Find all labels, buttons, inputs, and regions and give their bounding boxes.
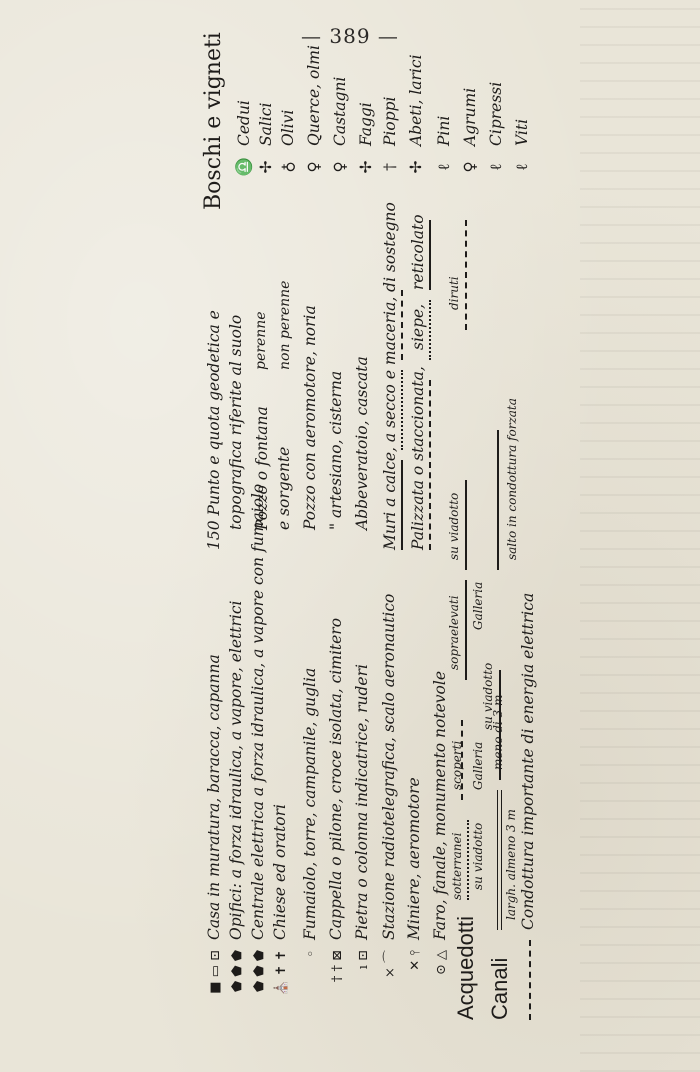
siepe-line: [429, 300, 431, 360]
legend-symbol: ⬟ ⬟ ⬟: [230, 950, 245, 993]
palizzata-line: [429, 380, 431, 550]
legend-symbol: ✕ ⫯: [408, 950, 423, 971]
legend-row: ♎Cedui: [235, 100, 253, 177]
legend-symbol: ı ⊡: [356, 950, 371, 970]
legend-label: Casa in muratura, baracca, capanna: [205, 654, 223, 940]
legend-symbol: ⨯ ⌒: [383, 950, 398, 979]
legend-row: [301, 668, 319, 1010]
legend-symbol: ⛪ ✝ ✝: [274, 950, 289, 997]
legend-row: [227, 600, 245, 1010]
acquedotti-galleria2-label: Galleria: [471, 581, 485, 630]
acquedotti-viadotto-line: [465, 480, 467, 570]
diruti-line: [465, 220, 467, 330]
legend-label: Opifici: a forza idraulica, a vapore, elettrici: [227, 600, 245, 940]
legend-label: Fumaiolo, torre, campanile, guglia: [301, 667, 319, 940]
legend-row: " artesiano, cisterna: [327, 370, 345, 530]
legend-symbol: ⬟ ⬟ ⬟: [252, 950, 267, 993]
legend-label: Cappella o pilone, croce isolata, cimitero: [327, 617, 345, 940]
acquedotti-viadotto-sub: su viadotto: [471, 822, 485, 890]
legend-row: ℓPini: [435, 115, 453, 171]
muri-label: Muri a calce, a secco e maceria, di sostegno: [381, 202, 399, 550]
legend-symbol: ⊙ △: [434, 950, 449, 976]
legend-symbol: ■ ▭ ⊡: [208, 950, 223, 994]
boschi-heading: Boschi e vigneti: [201, 32, 226, 210]
legend-row: Abbeveratoio, cascata: [353, 356, 371, 530]
canali-meno-label: meno di 3 m: [491, 694, 505, 770]
legend-row: 150 Punto e quota geodetica e: [205, 310, 223, 550]
legend-label: Faro, fanale, monumento notevole: [431, 671, 449, 940]
legend-row: ℓViti: [513, 118, 531, 171]
legend-row: ℓCipressi: [487, 81, 505, 171]
legend-row: ✢Salici: [257, 102, 275, 174]
legend-row: [431, 671, 449, 1010]
acquedotti-heading: Acquedotti: [453, 916, 478, 1020]
condottura-line: [529, 940, 531, 1020]
legend-row: Pozzo con aeromotore, noria: [301, 305, 319, 530]
canali-viadotto-line: [497, 430, 499, 570]
acquedotti-sotterranei-label: sotterranei: [450, 832, 464, 900]
legend-row: ✢Faggi: [357, 102, 375, 174]
diruti-label: diruti: [447, 276, 461, 310]
legend-row: †Pioppi: [381, 96, 399, 171]
reticolato-label: reticolato: [409, 214, 427, 290]
legend-label: Stazione radiotelegrafica, scalo aeronautico: [380, 593, 398, 940]
legend-label: Centrale elettrica a forza idraulica, a vapore con fumaiolo: [249, 483, 267, 940]
legend-label: Chiese ed oratori: [271, 804, 289, 940]
legend-row: ♀Querce, olmi: [305, 45, 323, 173]
muri-line-1: [401, 460, 403, 550]
legend-row: ♁Olivi: [279, 109, 297, 173]
canali-largh-label: largh. almeno 3 m: [504, 809, 518, 920]
acquedotti-scoperti-line: [461, 720, 463, 800]
canali-heading: Canali: [487, 957, 512, 1020]
palizzata-label: Palizzata o staccionata,: [409, 366, 427, 550]
acquedotti-sotterranei-line: [467, 820, 469, 900]
acquedotti-sopraelevati-label: sopraelevati: [447, 595, 461, 670]
muri-line-3: [401, 290, 403, 360]
reticolato-line: [429, 220, 431, 290]
legend-row: [205, 654, 223, 1010]
legend-row: Pozzo o fontana: [253, 406, 271, 530]
perenne-label: perenne: [253, 311, 269, 370]
legend-row: [379, 594, 398, 1010]
canali-line-wide-top: [497, 790, 498, 930]
legend-row: [353, 664, 371, 1010]
condottura-label: Condottura importante di energia elettrica: [519, 592, 537, 930]
acquedotti-sopraelevati-line: [465, 580, 467, 680]
legend-row: ♀Agrumi: [461, 87, 479, 173]
legend-row: [271, 804, 289, 1010]
acquedotti-galleria-label: Galleria: [471, 741, 485, 790]
legend-row: ✢Abeti, larici: [407, 54, 425, 174]
legend-row: topografica riferite al suolo: [227, 314, 245, 530]
page-number: — 389 —: [301, 24, 399, 48]
legend-label: Miniere, aeromotore: [405, 777, 423, 940]
siepe-label: siepe,: [409, 303, 427, 350]
canali-line-wide-bottom: [501, 790, 502, 930]
legend-symbol: † † ⊠: [330, 950, 345, 983]
legend-row: ♀Castagni: [331, 76, 349, 173]
acquedotti-viadotto-label: su viadotto: [447, 492, 461, 560]
canali-viadotto-label: su viadotto: [481, 662, 495, 730]
muri-line-2: [401, 370, 403, 450]
salto-label: salto in condottura forzata: [505, 398, 519, 560]
legend-row: [327, 618, 345, 1010]
legend-row: [405, 777, 423, 1010]
non-perenne-label: non perenne: [277, 280, 293, 370]
legend-symbol: ◦: [304, 950, 319, 958]
acquedotti-scoperti-label: scoperti: [450, 740, 464, 790]
legend-label: Pietra o colonna indicatrice, ruderi: [353, 664, 371, 940]
legend-row: e sorgente: [275, 446, 293, 530]
legend-row: [249, 484, 267, 1010]
